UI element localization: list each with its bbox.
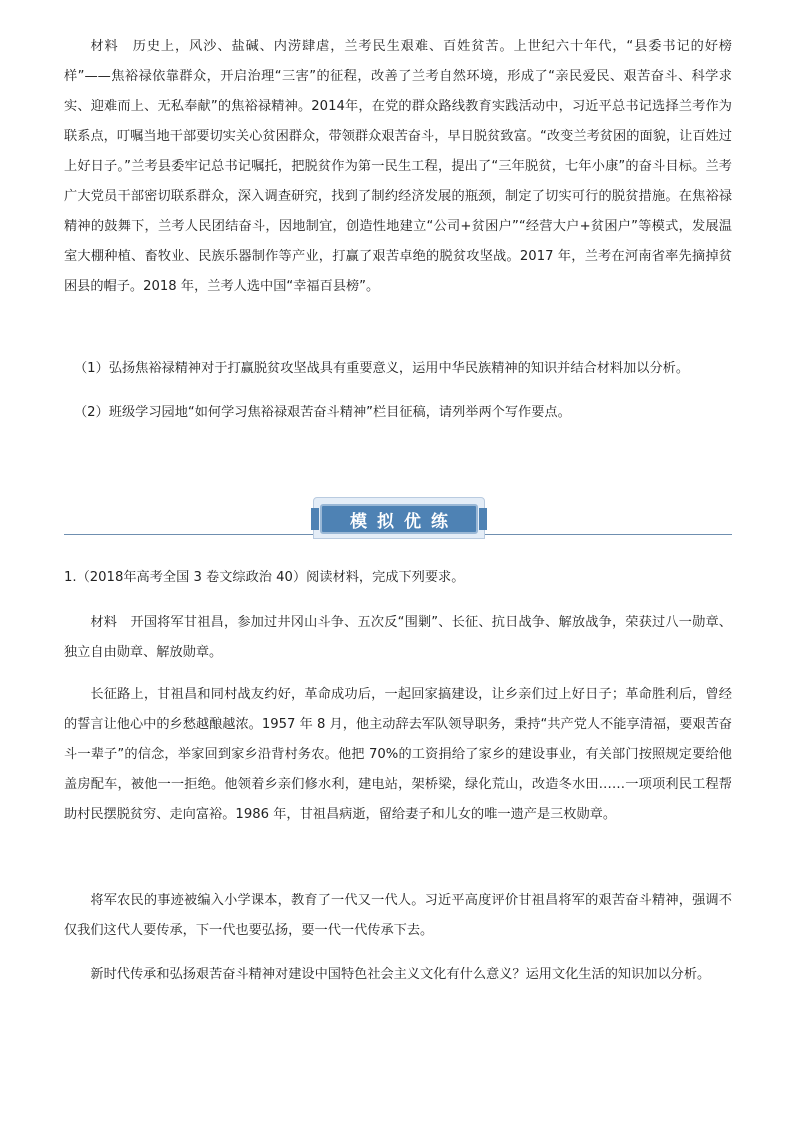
question-2: （2）班级学习园地“如何学习焦裕禄艰苦奋斗精神”栏目征稿，请列举两个写作要点。 — [74, 405, 571, 420]
banner-plate — [320, 504, 478, 534]
banner-left-tab — [311, 508, 319, 530]
material-paragraph: 材料 历史上，风沙、盐碱、内涝肆虐，兰考民生艰难、百姓贫苦。上世纪六十年代，“县委书记的好榜样”——焦裕禄依靠群众，开启治理“三害”的征程，改善了兰考自然环境，形成了“亲民爱民、艰苦奋斗、科学求实、迎难而上、无私奉献”的焦裕禄精神。2014年，在党的群众路线教育实践活动中，习近平总书记选择兰考作为联系点，叮嘱当地干部要切实关心贫困群众，带领群众艰苦奋斗，早日脱贫致富。“改变兰考贫困的面貌，让百姓过上好日子。”兰考县委牢记总书记嘱托，把脱贫作为第一民生工程，提出了“三年脱贫，七年小康”的奋斗目标。兰考广大党员干部密切联系群众，深入调查研究，找到了制约经济发展的瓶颈，制定了切实可行的脱贫措施。在焦裕禄精神的鼓舞下，兰考人民团结奋斗，因地制宜，创造性地建立“公司+贫困户”“经营大户+贫困户”等模式，发展温室大棚种植、畜牧业、民族乐器制作等产业，打赢了艰苦卓绝的脱贫攻坚战。2017 年，兰考在河南省率先摘掉贫困县的帽子。2018 年，兰考人选中国“幸福百县榜”。 — [64, 39, 732, 294]
exercise-heading: 1.（2018年高考全国 3 卷文综政治 40）阅读材料，完成下列要求。 — [64, 570, 465, 585]
exercise-paragraph-1: 材料 开国将军甘祖昌，参加过井冈山斗争、五次反“围剿”、长征、抗日战争、解放战争，荣获过八一勋章、独立自由勋章、解放勋章。 — [64, 615, 732, 660]
banner-frame — [313, 497, 485, 539]
section-banner — [64, 497, 732, 543]
exercise-paragraph-2: 长征路上，甘祖昌和同村战友约好，革命成功后，一起回家搞建设，让乡亲们过上好日子；革命胜利后，曾经的誓言让他心中的乡愁越酿越浓。1957 年 8 月，他主动辞去军队领导职务，秉持“共产党人不能享清福，要艰苦奋斗一辈子”的信念，举家回到家乡沿背村务农。他把 70%的工资捐给了家乡的建设事业，有关部门按照规定要给他盖房配车，被他一一拒绝。他领着乡亲们修水利，建电站，架桥梁，绿化荒山，改造冬水田……一项项利民工程帮助村民摆脱贫穷、走向富裕。1986 年，甘祖昌病逝，留给妻子和儿女的唯一遗产是三枚勋章。 — [64, 687, 732, 822]
exercise-paragraph-4: 新时代传承和弘扬艰苦奋斗精神对建设中国特色社会主义文化有什么意义？运用文化生活的知识加以分析。 — [90, 967, 711, 982]
question-1: （1）弘扬焦裕禄精神对于打赢脱贫攻坚战具有重要意义，运用中华民族精神的知识并结合材料加以分析。 — [74, 361, 690, 376]
banner-right-tab — [479, 508, 487, 530]
banner-title: 模拟优练 — [350, 511, 458, 532]
exercise-paragraph-3: 将军农民的事迹被编入小学课本，教育了一代又一代人。习近平高度评价甘祖昌将军的艰苦奋斗精神，强调不仅我们这代人要传承，下一代也要弘扬，要一代一代传承下去。 — [64, 893, 732, 938]
